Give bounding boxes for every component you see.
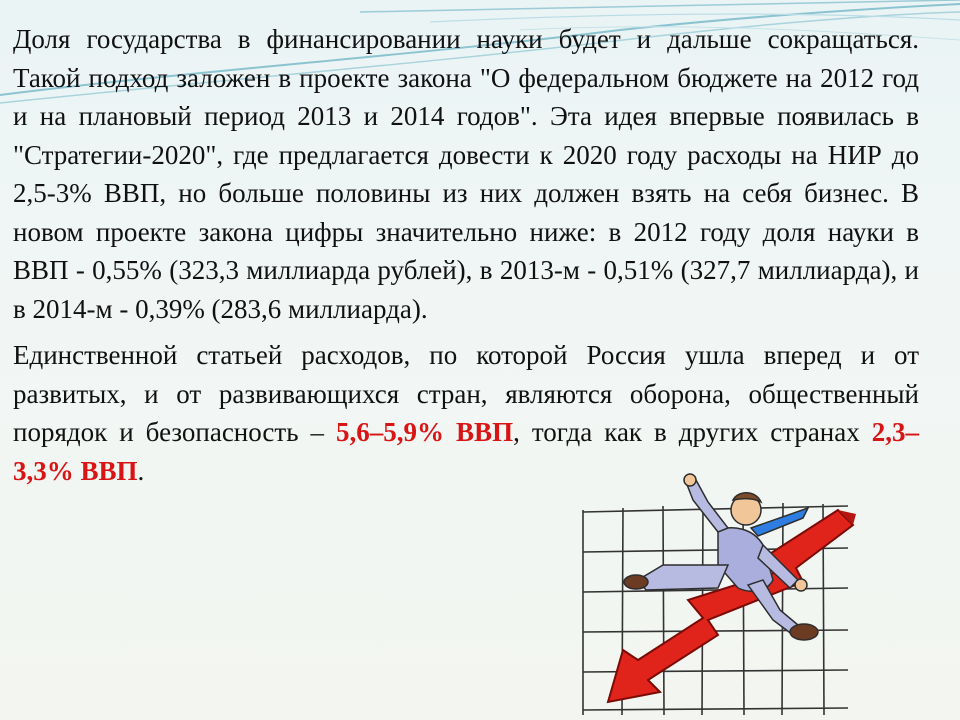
paragraph-defense-spending bbox=[13, 336, 919, 490]
slide-text bbox=[13, 20, 919, 490]
paragraph-text-part: . bbox=[137, 455, 145, 486]
falling-businessman-illustration bbox=[568, 470, 858, 720]
paragraph-science-funding: Доля государства в финансировании науки будет и дальше сокращаться. Такой подход заложен в проекте закона "О федеральном бюджете на 2012 год и на плановый период 2013 и 2014 годов". Эта идея впервые появилась в "Стратегии-2020", где предлагается довести к 2020 году расходы на НИР до 2,5-3% ВВП, но больше половины из них должен взять на себя бизнес. В новом проекте закона цифры значительно ниже: в 2012 году доля науки в ВВП - 0,55% (323,3 миллиарда рублей), в 2013-м - 0,51% (327,7 миллиарда), и в 2014-м - 0,39% (283,6 миллиарда). bbox=[13, 24, 919, 324]
highlight-russia-gdp-share: 5,6–5,9% ВВП bbox=[336, 417, 514, 447]
paragraph-text-part: , тогда как в других странах bbox=[513, 417, 872, 447]
highlight-other-countries-gdp-share: 2,3–3,3% ВВП bbox=[13, 417, 919, 486]
paragraph-text-part: Единственной статьей расходов, по которой Россия ушла вперед и от развитых, и от развивающихся стран, являются оборона, общественный порядок и безопасность – bbox=[13, 340, 919, 447]
